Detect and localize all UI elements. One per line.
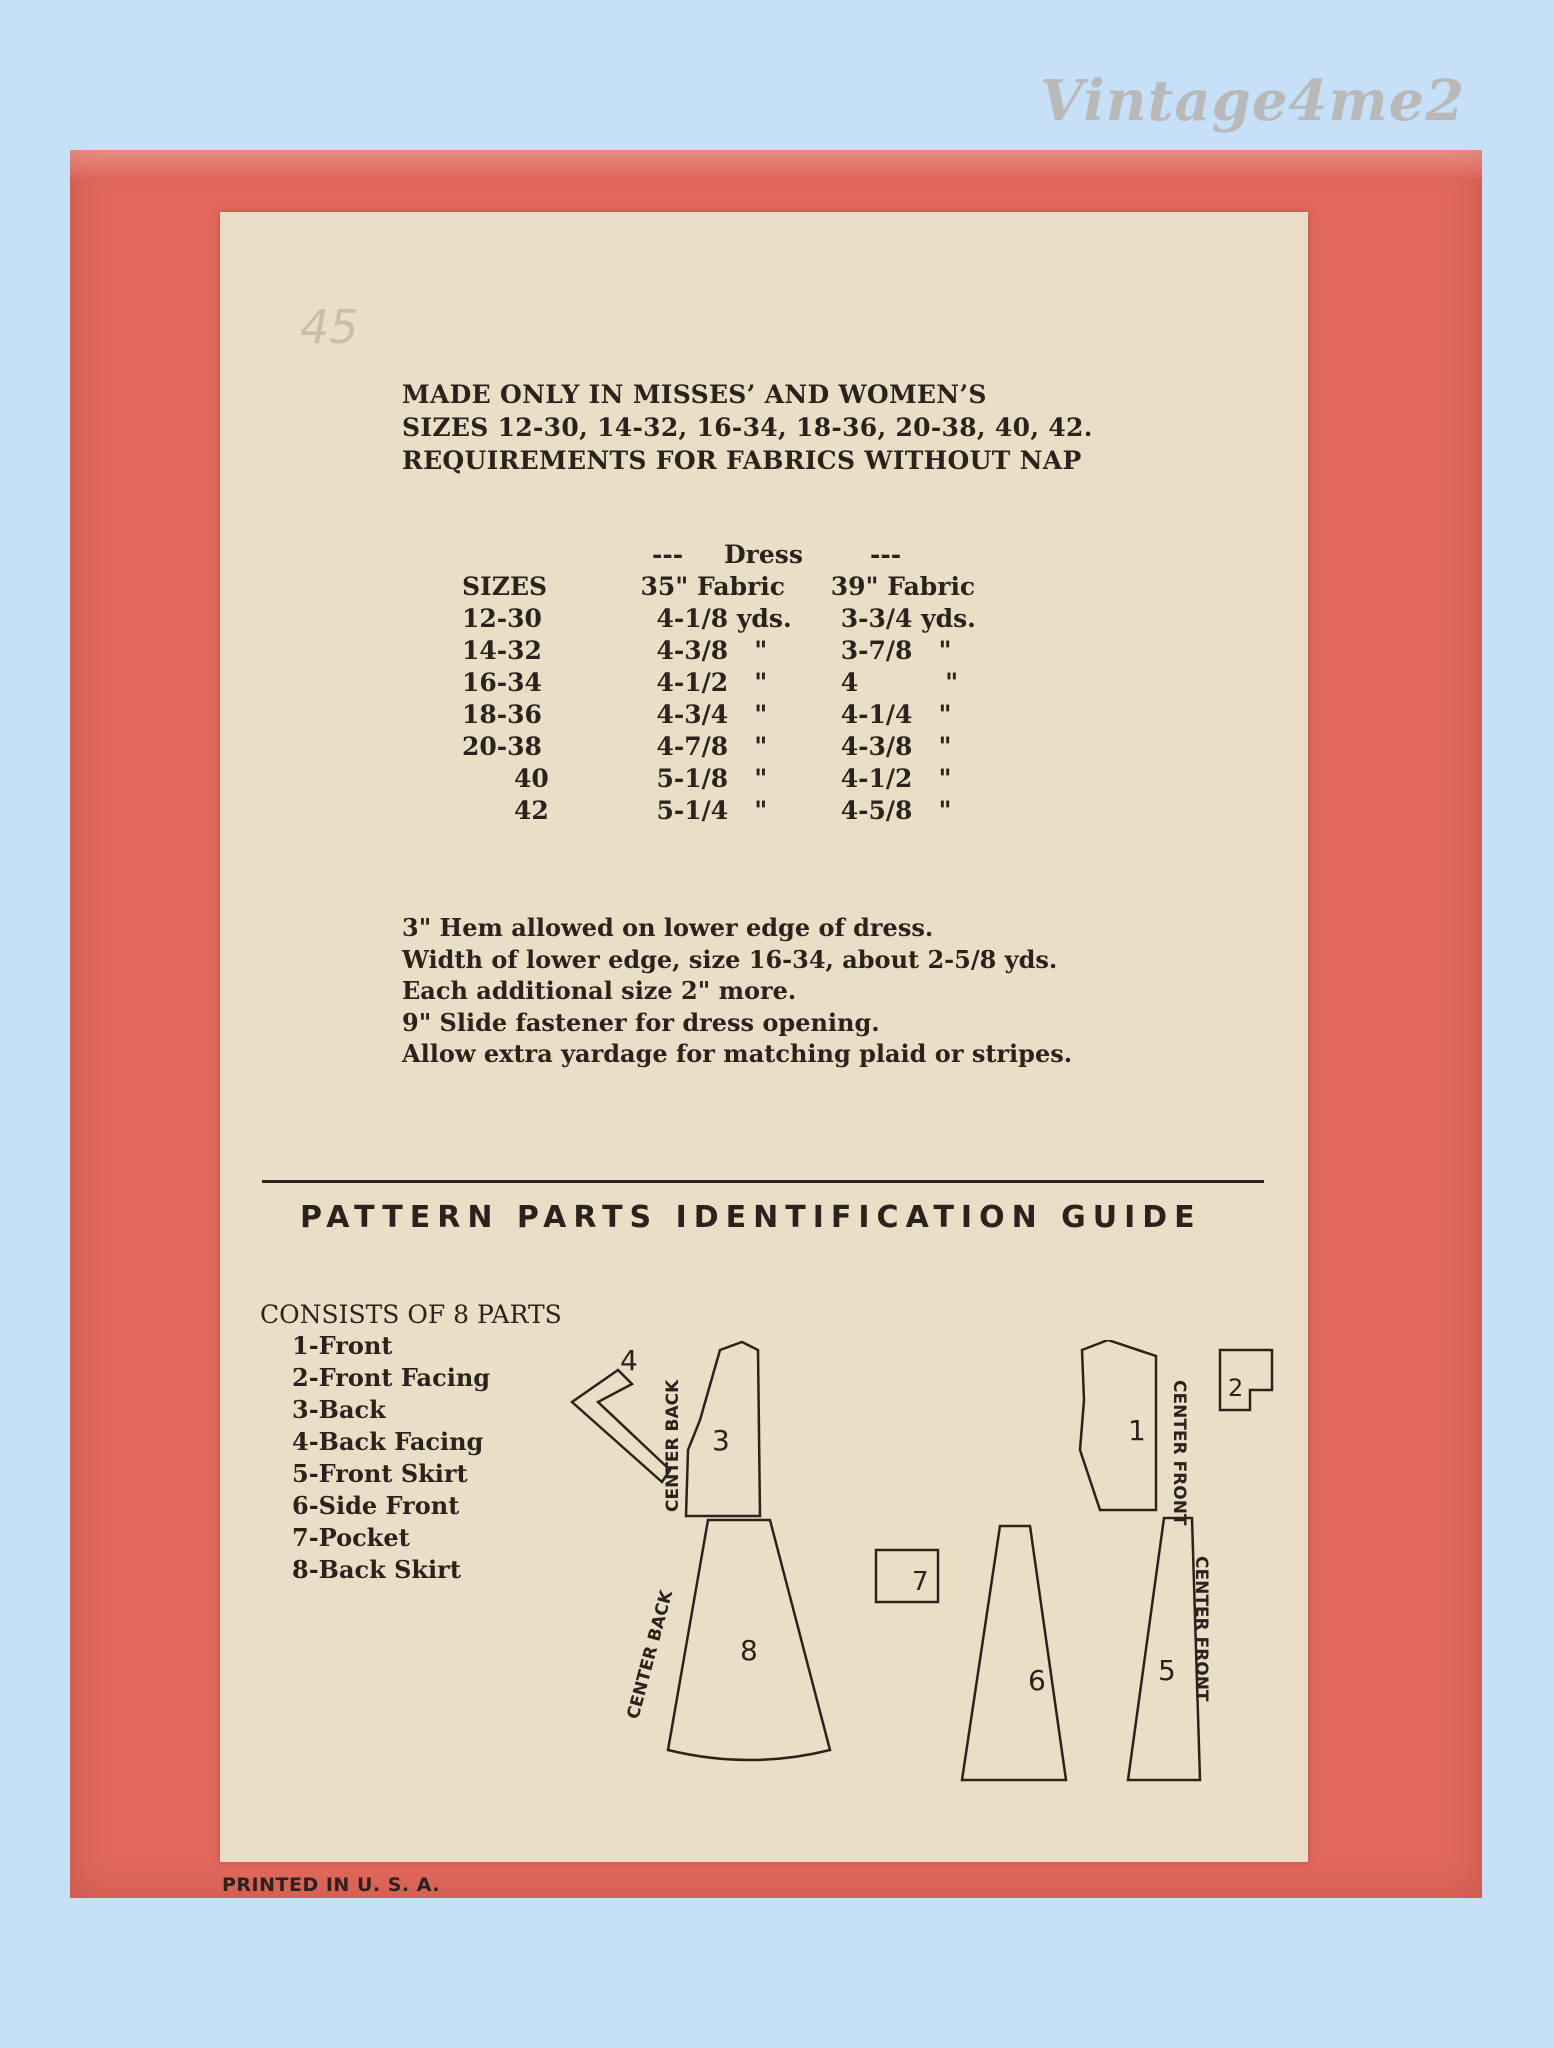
title-dashes: --- — [652, 540, 684, 569]
piece-label-6: 6 — [1028, 1664, 1046, 1697]
note-line: Allow extra yardage for matching plaid or stripes. — [402, 1039, 1073, 1068]
size-cell: 42 — [514, 796, 549, 825]
note-line: Each additional size 2" more. — [402, 976, 797, 1005]
table-row — [462, 796, 1022, 828]
list-item: 6-Side Front — [292, 1491, 460, 1520]
table-header-row — [462, 572, 1022, 604]
note-line: 3" Hem allowed on lower edge of dress. — [402, 913, 934, 942]
size-cell: 16-34 — [462, 668, 542, 697]
pencil-note: 45 — [300, 300, 359, 354]
parts-count-heading: CONSISTS OF 8 PARTS — [260, 1300, 562, 1329]
list-item: 3-Back — [292, 1395, 386, 1424]
center-back-label: CENTER BACK — [663, 1379, 683, 1512]
yardage-39-cell: 3-7/8 " — [840, 636, 952, 665]
table-row — [462, 764, 1022, 796]
center-front-label: CENTER FRONT — [1169, 1380, 1189, 1526]
yardage-35-cell: 4-1/2 " — [656, 668, 768, 697]
header-line: SIZES 12-30, 14-32, 16-34, 18-36, 20-38, 40, 42. — [402, 413, 1093, 442]
yardage-39-cell: 3-3/4 yds. — [840, 604, 976, 633]
sewing-notes — [402, 912, 1302, 1070]
size-cell: 40 — [514, 764, 549, 793]
yardage-grid — [462, 572, 1022, 828]
note-line: 9" Slide fastener for dress opening. — [402, 1007, 880, 1037]
piece-pocket — [876, 1550, 938, 1602]
yardage-39-cell: 4-3/8 " — [840, 732, 952, 761]
size-cell: 12-30 — [462, 604, 542, 633]
column-header-sizes: SIZES — [462, 572, 548, 601]
yardage-39-cell: 4-1/2 " — [840, 764, 952, 793]
column-header-35: 35" Fabric — [640, 572, 785, 601]
yardage-35-cell: 4-1/8 yds. — [656, 604, 792, 633]
yardage-39-cell: 4 " — [840, 668, 959, 697]
guide-title: PATTERN PARTS IDENTIFICATION GUIDE — [300, 1200, 1202, 1235]
piece-label-2: 2 — [1228, 1374, 1244, 1402]
piece-label-3: 3 — [712, 1424, 730, 1457]
header-line: REQUIREMENTS FOR FABRICS WITHOUT NAP — [402, 446, 1082, 475]
parts-list — [292, 1330, 490, 1586]
size-cell: 20-38 — [462, 732, 542, 761]
size-cell: 18-36 — [462, 700, 542, 729]
table-row — [462, 732, 1022, 764]
list-item: 4-Back Facing — [292, 1427, 484, 1456]
piece-label-1: 1 — [1128, 1414, 1146, 1447]
yardage-title-row — [462, 540, 1022, 572]
size-cell: 14-32 — [462, 636, 542, 665]
printed-in-usa: PRINTED IN U. S. A. — [222, 1874, 440, 1896]
list-item: 5-Front Skirt — [292, 1459, 468, 1488]
title-dashes: --- — [870, 540, 902, 569]
list-item: 7-Pocket — [292, 1523, 410, 1552]
list-item: 1-Front — [292, 1331, 393, 1360]
piece-label-8: 8 — [740, 1634, 758, 1667]
header-line: MADE ONLY IN MISSES’ AND WOMEN’S — [402, 380, 987, 409]
piece-front-skirt — [1128, 1518, 1200, 1780]
pattern-pieces-diagram — [560, 1340, 1310, 1820]
note-line: Width of lower edge, size 16-34, about 2-5/8 yds. — [402, 944, 1058, 974]
column-header-39: 39" Fabric — [830, 572, 976, 601]
center-front-label: CENTER FRONT — [1191, 1556, 1211, 1702]
yardage-39-cell: 4-5/8 " — [840, 796, 952, 825]
section-divider — [262, 1180, 1264, 1183]
envelope-fold — [70, 150, 1482, 178]
yardage-35-cell: 4-7/8 " — [656, 732, 768, 761]
piece-label-4: 4 — [620, 1344, 638, 1377]
yardage-table — [462, 540, 1022, 828]
table-row — [462, 636, 1022, 668]
yardage-section-title: Dress — [724, 540, 803, 569]
table-row — [462, 604, 1022, 636]
list-item: 2-Front Facing — [292, 1363, 491, 1392]
piece-side-front — [962, 1526, 1066, 1780]
size-header — [402, 378, 1222, 477]
center-back-label: CENTER BACK — [623, 1588, 678, 1722]
yardage-35-cell: 4-3/4 " — [656, 700, 768, 729]
table-row — [462, 668, 1022, 700]
table-row — [462, 700, 1022, 732]
piece-back-facing — [572, 1370, 670, 1482]
piece-label-7: 7 — [912, 1567, 929, 1597]
yardage-35-cell: 5-1/4 " — [656, 796, 768, 825]
piece-label-5: 5 — [1158, 1654, 1176, 1687]
yardage-35-cell: 5-1/8 " — [656, 764, 768, 793]
yardage-35-cell: 4-3/8 " — [656, 636, 768, 665]
list-item: 8-Back Skirt — [292, 1555, 461, 1584]
yardage-39-cell: 4-1/4 " — [840, 700, 952, 729]
watermark-text: Vintage4me2 — [1040, 68, 1466, 134]
